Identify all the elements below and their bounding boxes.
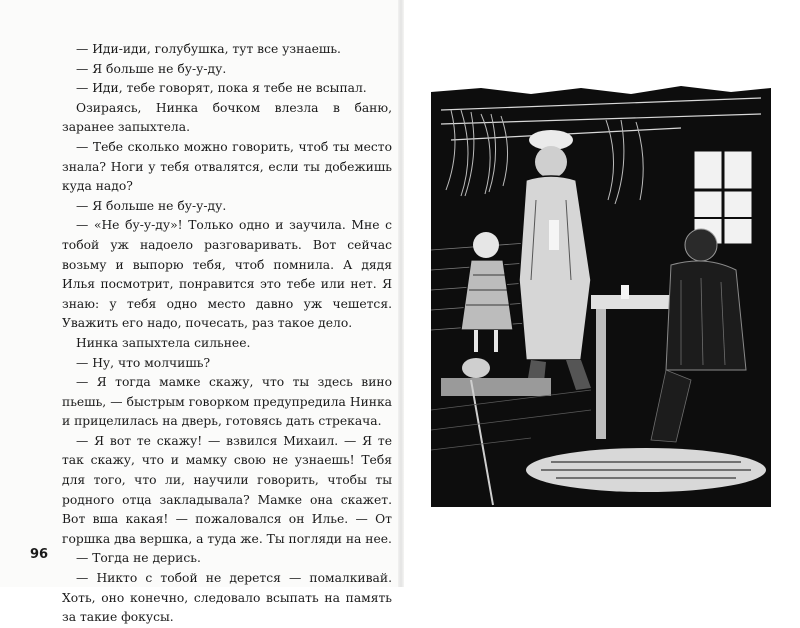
woodcut-illustration [431,80,771,507]
paragraph: — Я больше не бу-у-ду. [76,61,227,76]
paragraph: — Я больше не бу-у-ду. [76,198,227,213]
floor-rug [526,448,766,492]
paragraph: Нинка запыхтела сильнее. [76,335,251,350]
paragraph: — Иди-иди, голубушка, тут все узнаешь. [76,42,341,56]
paragraph: — Ну, что молчишь? [76,355,211,370]
paragraph: — Никто с тобой не дерется — помалкивай. Хоть, оно конечно, следовало всыпать на память за такие фокусы. [62,571,392,625]
paragraph: — Я тогда мамке скажу, что ты здесь вино пьешь, — быстрым говорком предупредила Нинка и прицелилась на дверь, готовясь дать стрекача. [62,375,392,429]
paragraph: — Тогда не дерись. [76,551,201,566]
paragraph: — «Не бу-у-ду»! Только одно и заучила. Мне с тобой уж надоело разговаривать. Вот сейчас возьму и выпорю тебя, чтоб помнила. А дядя Илья посмотрит, понравится это тебе или нет. Я знаю: у тебя одно место давно уж чешется. Уважить его надо, почесать, раз такое дело. [62,218,392,331]
page-number: 96 [30,547,49,562]
paragraph: — Тебе сколько можно говорить, чтоб ты место знала? Ноги у тебя отвалятся, если ты добежишь куда надо? [62,139,392,194]
left-page [0,0,400,625]
book-gutter [398,0,404,587]
paragraph: — Я вот те скажу! — взвился Михаил. — Я те так скажу, что и мамку свою не узнаешь! Тебя для того, что ли, научили говорить, чтобы ты родного отца закладывала? Мамке она скажет. Вот вша какая! — пожаловался он Илье. — От горшка два вершка, а туда же. Ты погляди на нее. [62,433,392,546]
paragraph: — Иди, тебе говорят, пока я тебе не всыпал. [76,81,367,96]
body-text [62,40,392,628]
paragraph: Озираясь, Нинка бочком влезла в баню, заранее запыхтела. [62,100,392,135]
glass [621,285,629,299]
